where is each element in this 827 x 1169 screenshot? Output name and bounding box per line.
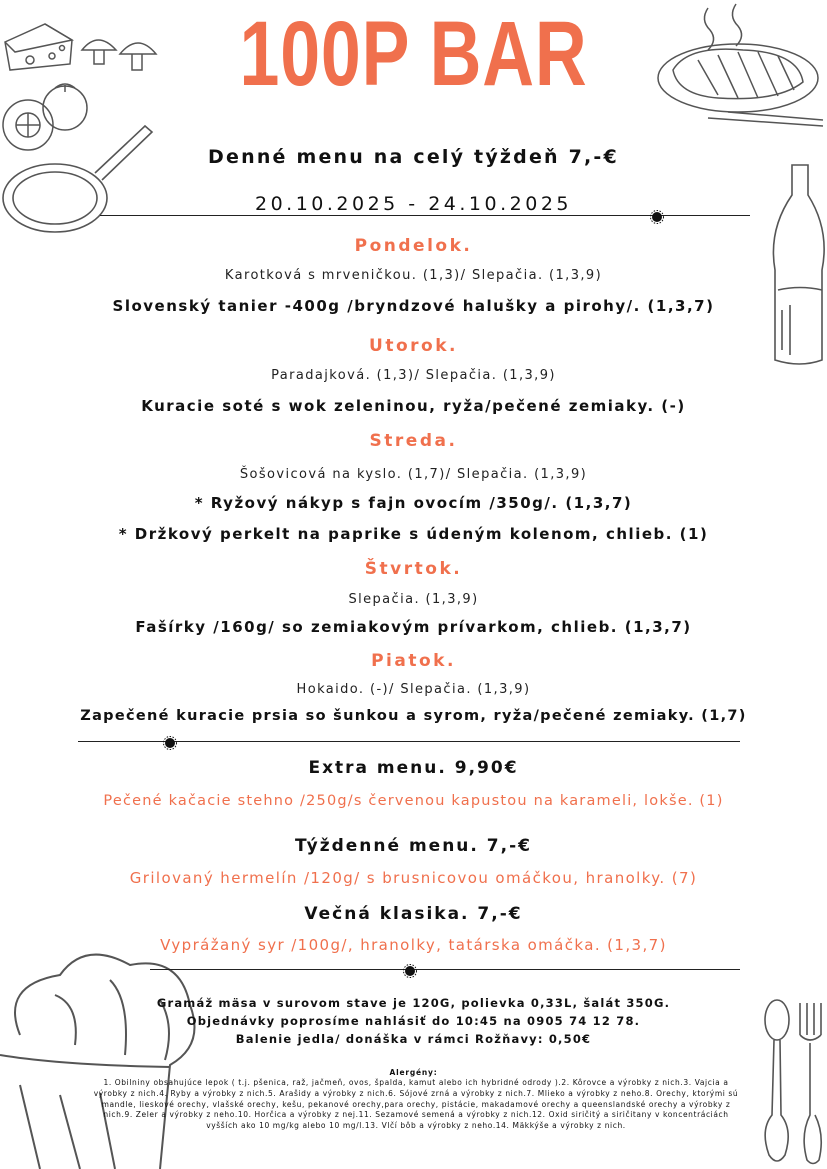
page-title: 100P BAR — [239, 3, 588, 105]
soup-wednesday: Šošovicová na kyslo. (1,7)/ Slepačia. (1,3,9) — [239, 467, 588, 482]
special-dish-extra: Pečené kačacie stehno /250g/s červenou kapustou na karameli, lokše. (1) — [103, 793, 724, 809]
divider-middle — [78, 741, 740, 742]
divider-dot-icon — [163, 735, 177, 749]
day-title-wednesday: Streda. — [369, 431, 458, 451]
frying-pan-sketch-icon — [0, 118, 160, 243]
special-dish-weekly: Grilovaný hermelín /120g/ s brusnicovou omáčkou, hranolky. (7) — [129, 869, 698, 887]
chef-hat-sketch-icon — [0, 945, 205, 1169]
special-title-classic: Večná klasika. 7,-€ — [304, 904, 523, 924]
special-title-weekly: Týždenné menu. 7,-€ — [295, 836, 532, 856]
special-dish-classic: Vyprážaný syr /100g/, hranolky, tatárska omáčka. (1,3,7) — [160, 936, 667, 954]
main-wednesday-2: * Držkový perkelt na paprike s údeným kolenom, chlieb. (1) — [118, 525, 709, 543]
divider-dot-icon — [650, 209, 664, 223]
main-tuesday: Kuracie soté s wok zeleninou, ryža/pečené zemiaky. (-) — [141, 397, 686, 415]
special-title-extra: Extra menu. 9,90€ — [308, 758, 519, 778]
day-title-monday: Pondelok. — [354, 236, 473, 256]
footer-line-delivery: Balenie jedla/ donáška v rámci Rožňavy: 0,50€ — [235, 1032, 592, 1046]
menu-subtitle: Denné menu na celý týždeň 7,-€ — [208, 146, 619, 168]
soup-monday: Karotková s mrveničkou. (1,3)/ Slepačia. (1,3,9) — [224, 268, 603, 283]
soup-friday: Hokaido. (-)/ Slepačia. (1,3,9) — [296, 682, 531, 697]
menu-dates: 20.10.2025 - 24.10.2025 — [254, 193, 572, 215]
soup-tuesday: Paradajková. (1,3)/ Slepačia. (1,3,9) — [271, 368, 556, 383]
divider-bottom — [150, 969, 740, 970]
day-title-tuesday: Utorok. — [369, 336, 458, 356]
day-title-friday: Piatok. — [371, 651, 456, 671]
footer-line-orders: Objednávky poprosíme nahlásiť do 10:45 na 0905 74 12 78. — [186, 1014, 641, 1028]
main-friday: Zapečené kuracie prsia so šunkou a syrom, ryža/pečené zemiaky. (1,7) — [80, 708, 747, 724]
allergens-text: 1. Obilniny obsahujúce lepok ( t.j. pšenica, raž, jačmeň, ovos, špalda, kamut alebo ich hybridné odrody ).2. Kôrovce a výrobky z nich.3. Vajcia a výrobky z nich.4. Ryby a výrobky z nich.5. Arašidy a výrobky z nich.6. Sójové zrná a výrobky z nich.7. Mlieko a výrobky z neho.8. Orechy, ktorými sú mandle, lieskové orechy, vlašské orechy, kešu, pekanové orechy,para orechy, pistácie, makadamové orechy a queenslandské orechy a výrobky z nich.9. Zeler a výrobky z neho.10. Horčica a výrobky z nej.11. Sezamové semená a výrobky z nich.12. Oxid siričitý a siričitany v koncentráciách vyšších ako 10 mg/kg alebo 10 mg/l.13. Vlčí bôb a výrobky z neho.14. Mäkkýše a výrobky z nich. — [93, 1078, 739, 1131]
soup-thursday: Slepačia. (1,3,9) — [348, 592, 479, 607]
main-wednesday-1: * Ryžový nákyp s fajn ovocím /350g/. (1,3,7) — [194, 494, 633, 512]
day-title-thursday: Štvrtok. — [364, 559, 463, 579]
divider-dot-icon — [403, 963, 417, 977]
footer-line-portion: Gramáž mäsa v surovom stave je 120G, polievka 0,33L, šalát 350G. — [156, 996, 671, 1010]
main-monday: Slovenský tanier -400g /bryndzové halušky a pirohy/. (1,3,7) — [112, 297, 715, 315]
main-thursday: Fašírky /160g/ so zemiakovým prívarkom, chlieb. (1,3,7) — [135, 618, 692, 636]
allergens-title: Alergény: — [389, 1068, 438, 1077]
